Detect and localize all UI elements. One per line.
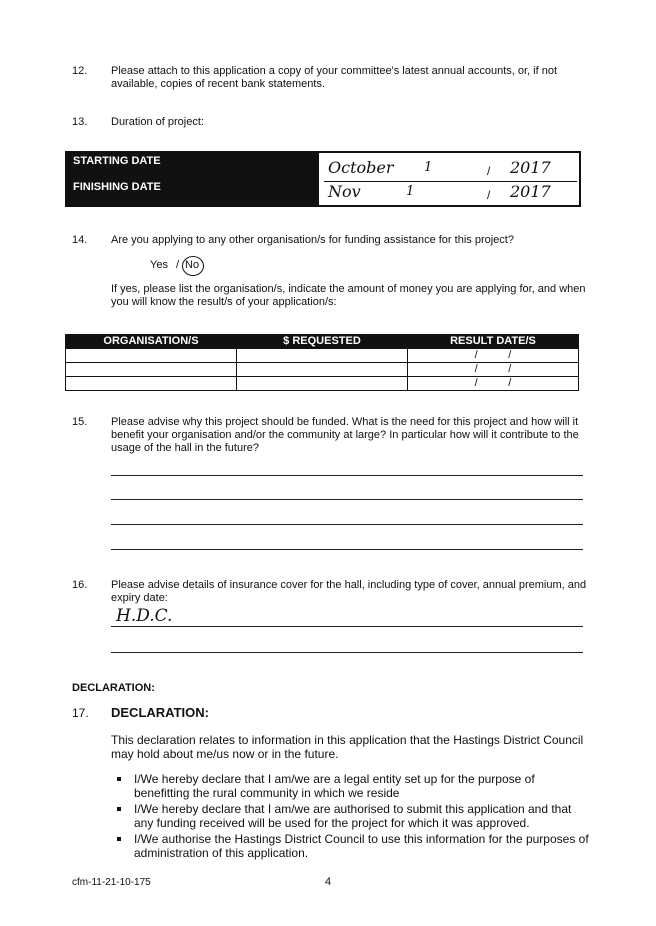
no-selected-circle	[182, 256, 204, 276]
list-item: I/We authorise the Hastings District Council to use this information for the purposes of administration of this application.	[115, 832, 593, 860]
starting-year: 2017	[510, 158, 551, 177]
page-number: 4	[325, 876, 332, 888]
project-dates-table	[65, 151, 581, 207]
yes-option[interactable]: Yes	[150, 259, 168, 271]
starting-date-separator: /	[487, 164, 491, 178]
requested-cell[interactable]	[237, 363, 408, 377]
no-option[interactable]: No	[185, 259, 200, 271]
requested-cell[interactable]	[237, 377, 408, 391]
item-15-number: 15.	[72, 416, 88, 428]
declaration-intro: This declaration relates to information in this application that the Hastings District Council may hold about me/us now or in the future.	[111, 733, 584, 761]
starting-month: October	[328, 158, 394, 177]
item-17-number: 17.	[72, 706, 89, 720]
answer-line-15-4[interactable]	[111, 549, 583, 550]
item-13-text: Duration of project:	[111, 116, 204, 128]
list-item: I/We hereby declare that I am/we are a legal entity set up for the purpose of benefitting the rural community in which we reside	[115, 772, 593, 800]
item-17-title: DECLARATION:	[111, 705, 209, 720]
item-16-text: Please advise details of insurance cover for the hall, including type of cover, annual premium, and expiry date:	[111, 579, 587, 604]
item-12-text: Please attach to this application a copy of your committee's latest annual accounts, or, if not available, copies of recent bank statements.	[111, 65, 558, 90]
declaration-heading: DECLARATION:	[72, 682, 155, 694]
starting-date-field[interactable]	[324, 157, 577, 182]
item-13-number: 13.	[72, 116, 88, 128]
item-16-number: 16.	[72, 579, 88, 591]
finishing-date-separator: /	[487, 188, 491, 202]
answer-line-16-1[interactable]	[111, 626, 583, 627]
finishing-year: 2017	[510, 182, 551, 201]
requested-cell[interactable]	[237, 349, 408, 363]
answer-line-16-2[interactable]	[111, 652, 583, 653]
item-15-text: Please advise why this project should be funded. What is the need for this project and how will it benefit your organisation and/or the community at large? In particular how will it contribute to the usage of the hall in the future?	[111, 416, 579, 454]
form-code: cfm-11-21-10-175	[72, 877, 151, 888]
item-14-number: 14.	[72, 234, 88, 246]
item-14-instruction: If yes, please list the organisation/s, indicate the amount of money you are applying for, and when you will know the result/s of your application/s:	[111, 283, 586, 308]
item-14-question: Are you applying to any other organisation/s for funding assistance for this project?	[111, 234, 514, 246]
organisations-table-header	[66, 335, 579, 349]
finishing-day: 1	[406, 184, 415, 199]
organisation-cell[interactable]	[66, 363, 237, 377]
list-item: I/We hereby declare that I am/we are authorised to submit this application and that any funding received will be used for the project for which it was approved.	[115, 802, 593, 830]
answer-line-15-1[interactable]	[111, 475, 583, 476]
answer-line-15-3[interactable]	[111, 524, 583, 525]
header-result-dates: RESULT DATE/S	[408, 335, 579, 349]
table-row	[66, 363, 579, 377]
organisation-cell[interactable]	[66, 349, 237, 363]
organisation-cell[interactable]	[66, 377, 237, 391]
declaration-bullets	[115, 772, 593, 862]
finishing-month: Nov	[328, 182, 361, 201]
result-date-cell[interactable]: / /	[408, 349, 579, 363]
starting-day: 1	[424, 160, 433, 175]
finishing-date-label: FINISHING DATE	[73, 181, 161, 193]
result-date-cell[interactable]: / /	[408, 377, 579, 391]
yes-no-separator: /	[176, 259, 180, 271]
item-12-number: 12.	[72, 65, 88, 77]
answer-line-15-2[interactable]	[111, 499, 583, 500]
finishing-date-field[interactable]	[324, 181, 577, 206]
result-date-cell[interactable]: / /	[408, 363, 579, 377]
table-row	[66, 349, 579, 363]
insurance-answer: H.D.C.	[116, 606, 173, 626]
header-organisations: ORGANISATION/S	[66, 335, 237, 349]
table-row	[66, 377, 579, 391]
starting-date-label: STARTING DATE	[73, 155, 161, 167]
header-requested: $ REQUESTED	[237, 335, 408, 349]
organisations-table	[65, 334, 579, 391]
